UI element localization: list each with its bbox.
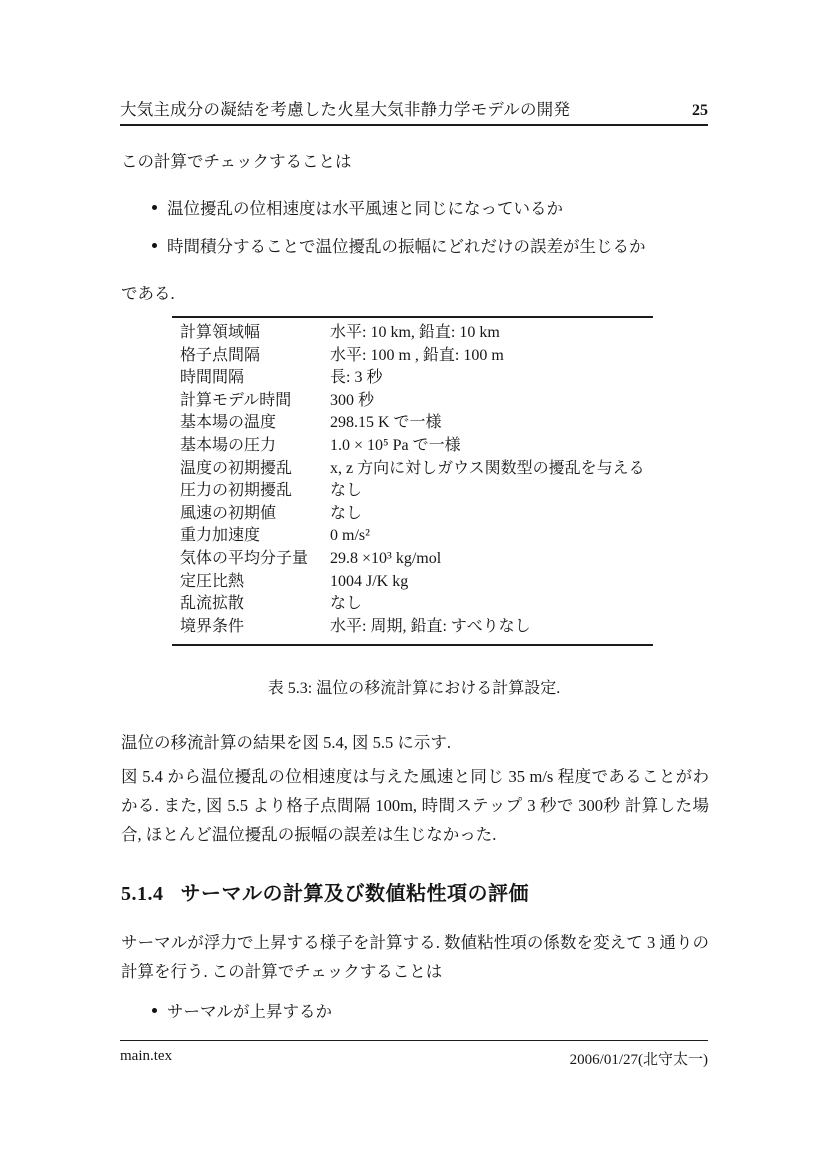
bullet-icon: [152, 1008, 157, 1013]
table-row: [172, 412, 653, 435]
bullet-icon: [152, 243, 157, 248]
row-label: 定圧比熱: [180, 572, 245, 590]
page-footer: [120, 1040, 708, 1069]
row-value: 長: 3 秒: [330, 369, 383, 387]
table-row: [172, 593, 653, 616]
row-value: 300 秒: [330, 391, 375, 409]
list-item: [121, 1003, 332, 1021]
row-label: 風速の初期値: [180, 504, 277, 522]
row-label: 温度の初期擾乱: [180, 459, 293, 477]
footer-date-author: 2006/01/27(北守太一): [569, 1052, 708, 1068]
row-label: 格子点間隔: [180, 346, 261, 364]
row-value: 29.8 ×10³ kg/mol: [330, 549, 442, 567]
table-row: [172, 322, 653, 345]
list-item: [121, 238, 646, 256]
table-row: [172, 571, 653, 594]
row-value: 0 m/s²: [330, 527, 370, 545]
row-value: 水平: 周期, 鉛直: すべりなし: [330, 617, 531, 635]
row-value: なし: [330, 595, 363, 613]
row-label: 圧力の初期擾乱: [180, 482, 293, 500]
section-number: 5.1.4: [121, 883, 164, 905]
list-item-text: サーマルが上昇するか: [167, 1002, 332, 1021]
footer-filename: main.tex: [120, 1048, 173, 1064]
intro-lead: この計算でチェックすることは: [121, 152, 352, 171]
row-value: 1004 J/K kg: [330, 572, 409, 590]
row-value: 1.0 × 10⁵ Pa で一様: [330, 436, 461, 454]
row-label: 時間間隔: [180, 369, 245, 387]
thermal-check-list: [121, 1003, 332, 1041]
table-row: [172, 616, 653, 639]
list-item-text: 時間積分することで温位擾乱の振幅にどれだけの誤差が生じるか: [167, 237, 646, 256]
row-label: 基本場の圧力: [180, 436, 277, 454]
row-value: 水平: 10 km, 鉛直: 10 km: [330, 324, 500, 341]
table-row: [172, 525, 653, 548]
table-row: [172, 367, 653, 390]
row-label: 計算モデル時間: [180, 391, 292, 409]
row-label: 境界条件: [180, 617, 245, 635]
row-value: なし: [330, 504, 363, 522]
results-paragraph: 温位の移流計算の結果を図 5.4, 図 5.5 に示す.: [121, 733, 451, 752]
row-label: 気体の平均分子量: [180, 549, 309, 567]
row-value: x, z 方向に対しガウス関数型の擾乱を与える: [330, 459, 645, 477]
section-paragraph: サーマルが浮力で上昇する様子を計算する. 数値粘性項の係数を変えて 3 通りの計算を行う. この計算でチェックすることは: [121, 933, 709, 981]
row-value: 水平: 100 m , 鉛直: 100 m: [330, 346, 504, 364]
table-row: [172, 458, 653, 481]
table-row: [172, 390, 653, 413]
running-header-title: 大気主成分の凝結を考慮した火星大気非静力学モデルの開発: [120, 100, 571, 119]
intro-close: である.: [121, 284, 175, 303]
row-value: 298.15 K で一様: [330, 414, 442, 432]
row-label: 重力加速度: [180, 527, 261, 545]
discussion-paragraph: 図 5.4 から温位擾乱の位相速度は与えた風速と同じ 35 m/s 程度であることがわかる. また, 図 5.5 より格子点間隔 100m, 時間ステップ 3 秒で 300秒 計算した場合, ほとんど温位擾乱の振幅の誤差は生じなかった.: [121, 767, 709, 844]
table-row: [172, 548, 653, 571]
settings-table: [172, 316, 653, 646]
row-label: 計算領域幅: [180, 324, 261, 341]
section-title: サーマルの計算及び数値粘性項の評価: [180, 883, 529, 905]
list-item: [121, 200, 646, 218]
page-number: 25: [692, 102, 708, 119]
table-row: [172, 345, 653, 368]
list-item-text: 温位擾乱の位相速度は水平風速と同じになっているか: [167, 199, 563, 218]
table-row: [172, 435, 653, 458]
running-header: [120, 96, 708, 126]
table-row: [172, 480, 653, 503]
row-label: 基本場の温度: [180, 414, 277, 432]
row-label: 乱流拡散: [180, 595, 245, 613]
table-row: [172, 503, 653, 526]
bullet-icon: [152, 205, 157, 210]
check-items-list: [121, 200, 646, 276]
section-heading: [121, 877, 529, 906]
table-caption: 表 5.3: 温位の移流計算における計算設定.: [267, 680, 561, 697]
row-value: なし: [330, 482, 363, 500]
